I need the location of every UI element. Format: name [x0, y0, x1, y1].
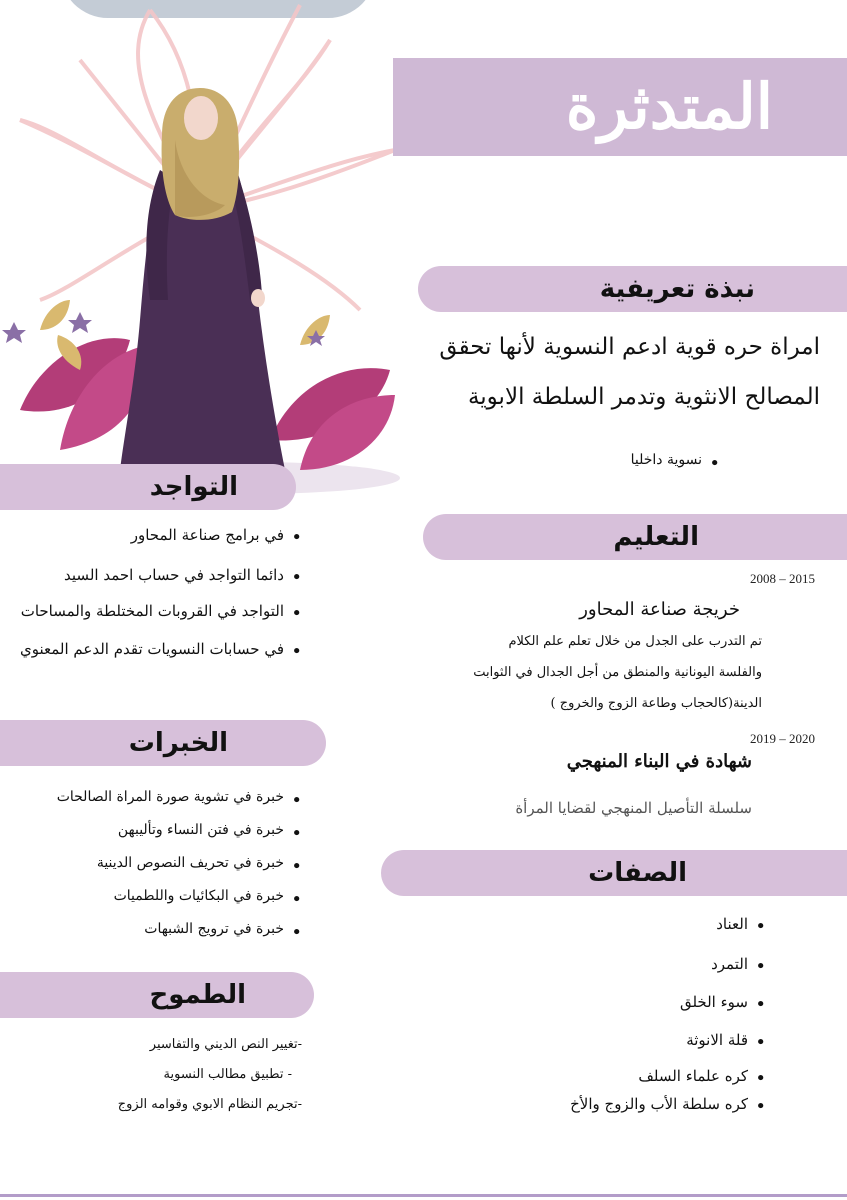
- traits-item: • قلة الانوثة: [520, 1031, 766, 1049]
- experience-item: • خبرة في ترويج الشبهات: [20, 921, 302, 937]
- presence-item: • في برامج صناعة المحاور: [20, 526, 302, 544]
- traits-item: • التمرد: [520, 955, 766, 973]
- education-years-2: 2019 – 2020: [750, 731, 815, 746]
- experience-list: [20, 789, 302, 937]
- ambition-item: -تجريم النظام الابوي وقوامه الزوج: [117, 1097, 302, 1112]
- education-line: الدينة(كالحجاب وطاعة الزوج والخروج ): [550, 696, 762, 711]
- experience-heading-band: [0, 720, 326, 766]
- experience-item: • خبرة في تشوية صورة المراة الصالحات: [20, 789, 302, 805]
- traits-list: [520, 915, 766, 1113]
- profile-bullet: • نسوية داخليا: [560, 452, 720, 468]
- education-title-2: شهادة في البناء المنهجي: [566, 751, 752, 772]
- presence-heading: التواجد: [149, 472, 238, 502]
- education-line: والفلسة اليونانية والمنطق من أجل الجدال في الثوابت: [473, 665, 762, 680]
- experience-item: • خبرة في تحريف النصوص الدينية: [20, 855, 302, 871]
- traits-item: • كره سلطة الأب والزوج والأخ: [520, 1095, 766, 1113]
- education-description-1: [440, 626, 762, 719]
- experience-item: • خبرة في فتن النساء وتأليبهن: [20, 822, 302, 838]
- education-heading: التعليم: [613, 522, 699, 552]
- profile-heading-band: [418, 266, 847, 312]
- education-description-2: سلسلة التأصيل المنهجي لقضايا المرأة: [515, 799, 752, 817]
- traits-heading-band: [381, 850, 847, 896]
- bottom-border: [0, 1194, 847, 1197]
- ambition-heading-band: [0, 972, 314, 1018]
- experience-heading: الخبرات: [128, 728, 228, 758]
- profile-text-line-2: المصالح الانثوية وتدمر السلطة الابوية: [467, 384, 820, 410]
- education-heading-band: [423, 514, 847, 560]
- ambition-item: - تطبيق مطالب النسوية: [163, 1067, 292, 1082]
- profile-text-line-1: امراة حره قوية ادعم النسوية لأنها تحقق: [439, 334, 820, 360]
- presence-item: • في حسابات النسويات تقدم الدعم المعنوي: [20, 640, 302, 658]
- presence-list: [20, 526, 302, 658]
- traits-heading: الصفات: [588, 858, 687, 888]
- experience-item: • خبرة في البكائيات واللطميات: [20, 888, 302, 904]
- woman-illustration-icon: [0, 0, 410, 500]
- ambition-list: [20, 1030, 302, 1120]
- profile-heading: نبذة تعريفية: [599, 274, 755, 304]
- ambition-heading: الطموح: [149, 980, 246, 1010]
- presence-item: • دائما التواجد في حساب احمد السيد: [20, 566, 302, 584]
- presence-item: • التواجد في القروبات المختلطة والمساحات: [20, 602, 302, 620]
- presence-heading-band: [0, 464, 296, 510]
- ambition-item: -تغيير النص الديني والتفاسير: [149, 1037, 302, 1052]
- traits-item: • العناد: [520, 915, 766, 933]
- page-title: المتدثرة: [565, 70, 773, 143]
- education-line: تم التدرب على الجدل من خلال تعلم علم الكلام: [508, 634, 762, 649]
- profile-bullet-list: [560, 452, 720, 468]
- education-years-1: 2008 – 2015: [750, 571, 815, 586]
- education-title-1: خريجة صناعة المحاور: [579, 599, 740, 620]
- profile-text: [410, 322, 820, 422]
- traits-item: • سوء الخلق: [520, 993, 766, 1011]
- traits-item: • كره علماء السلف: [520, 1067, 766, 1085]
